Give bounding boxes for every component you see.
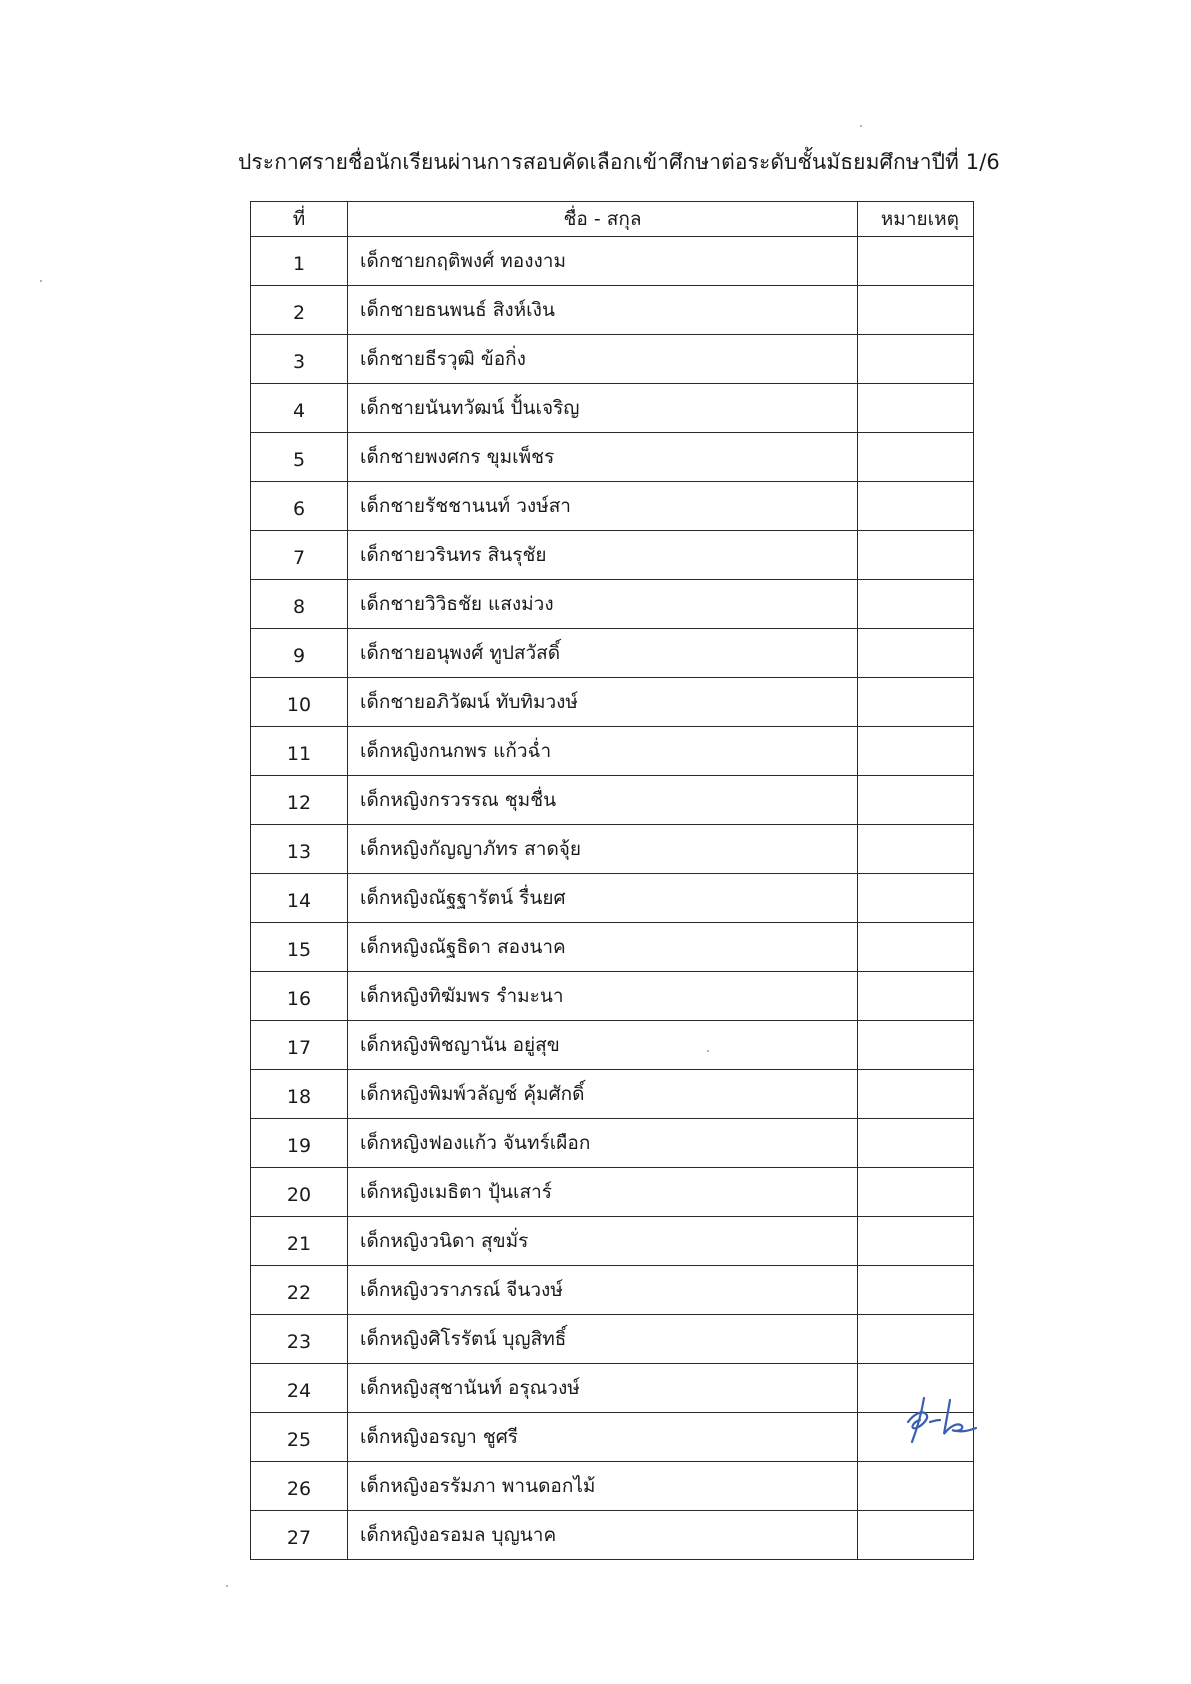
row-remarks	[858, 629, 974, 678]
scan-speck	[860, 125, 862, 127]
row-remarks	[858, 727, 974, 776]
row-remarks	[858, 1315, 974, 1364]
row-student-name: เด็กชายอนุพงศ์ ทูปสวัสดิ์	[348, 629, 858, 678]
row-student-name: เด็กชายอภิวัฒน์ ทับทิมวงษ์	[348, 678, 858, 727]
table-row	[251, 237, 974, 286]
row-number: 10	[251, 678, 348, 727]
table-row	[251, 727, 974, 776]
row-student-name: เด็กหญิงณัฐธิดา สองนาค	[348, 923, 858, 972]
student-list-table	[250, 201, 974, 1560]
table-row	[251, 923, 974, 972]
table-row	[251, 531, 974, 580]
row-student-name: เด็กชายกฤติพงศ์ ทองงาม	[348, 237, 858, 286]
row-student-name: เด็กชายธีรวุฒิ ข้อกิ่ง	[348, 335, 858, 384]
row-remarks	[858, 433, 974, 482]
table-row	[251, 874, 974, 923]
table-row	[251, 1266, 974, 1315]
row-remarks	[858, 874, 974, 923]
row-remarks	[858, 580, 974, 629]
row-number: 23	[251, 1315, 348, 1364]
table-row	[251, 972, 974, 1021]
table-row	[251, 1119, 974, 1168]
document-title: ประกาศรายชื่อนักเรียนผ่านการสอบคัดเลือกเข้าศึกษาต่อระดับชั้นมัธยมศึกษาปีที่ 1/6	[238, 150, 1000, 174]
row-number: 27	[251, 1511, 348, 1560]
row-number: 7	[251, 531, 348, 580]
row-number: 1	[251, 237, 348, 286]
header-remarks: หมายเหตุ	[858, 202, 974, 237]
table-row	[251, 482, 974, 531]
row-number: 2	[251, 286, 348, 335]
row-student-name: เด็กชายนันทวัฒน์ ปั้นเจริญ	[348, 384, 858, 433]
row-student-name: เด็กหญิงเมธิตา ปุ้นเสาร์	[348, 1168, 858, 1217]
row-student-name: เด็กหญิงศิโรรัตน์ บุญสิทธิ์	[348, 1315, 858, 1364]
row-student-name: เด็กหญิงณัฐฐารัตน์ รื่นยศ	[348, 874, 858, 923]
table-row	[251, 825, 974, 874]
row-number: 13	[251, 825, 348, 874]
row-remarks	[858, 531, 974, 580]
table-row	[251, 776, 974, 825]
table-row	[251, 384, 974, 433]
row-student-name: เด็กหญิงสุชานันท์ อรุณวงษ์	[348, 1364, 858, 1413]
row-remarks	[858, 1070, 974, 1119]
table-row	[251, 1168, 974, 1217]
row-student-name: เด็กชายธนพนธ์ สิงห์เงิน	[348, 286, 858, 335]
row-remarks	[858, 825, 974, 874]
row-remarks	[858, 1266, 974, 1315]
row-number: 9	[251, 629, 348, 678]
row-number: 5	[251, 433, 348, 482]
row-number: 21	[251, 1217, 348, 1266]
header-number: ที่	[251, 202, 348, 237]
table-row	[251, 433, 974, 482]
row-remarks	[858, 335, 974, 384]
scan-speck	[40, 280, 42, 282]
row-number: 6	[251, 482, 348, 531]
table-row	[251, 1364, 974, 1413]
row-number: 24	[251, 1364, 348, 1413]
row-remarks	[858, 1168, 974, 1217]
row-remarks	[858, 384, 974, 433]
table-row	[251, 1462, 974, 1511]
row-remarks	[858, 923, 974, 972]
row-student-name: เด็กหญิงทิฆัมพร รำมะนา	[348, 972, 858, 1021]
row-number: 18	[251, 1070, 348, 1119]
table-row	[251, 678, 974, 727]
header-row	[251, 202, 974, 237]
table-row	[251, 1217, 974, 1266]
row-remarks	[858, 482, 974, 531]
row-number: 3	[251, 335, 348, 384]
row-remarks	[858, 1021, 974, 1070]
row-number: 15	[251, 923, 348, 972]
row-number: 26	[251, 1462, 348, 1511]
table-row	[251, 1070, 974, 1119]
header-name: ชื่อ - สกุล	[348, 202, 858, 237]
row-number: 25	[251, 1413, 348, 1462]
row-student-name: เด็กชายรัชชานนท์ วงษ์สา	[348, 482, 858, 531]
row-student-name: เด็กหญิงฟองแก้ว จันทร์เผือก	[348, 1119, 858, 1168]
row-student-name: เด็กหญิงกัญญาภัทร สาดจุ้ย	[348, 825, 858, 874]
row-number: 12	[251, 776, 348, 825]
scan-speck	[707, 1050, 709, 1052]
table-body	[251, 237, 974, 1560]
row-student-name: เด็กหญิงอรญา ชูศรี	[348, 1413, 858, 1462]
row-student-name: เด็กหญิงวนิดา สุขมั่ร	[348, 1217, 858, 1266]
row-number: 11	[251, 727, 348, 776]
row-number: 17	[251, 1021, 348, 1070]
row-student-name: เด็กหญิงกรวรรณ ชุมชื่น	[348, 776, 858, 825]
table-row	[251, 629, 974, 678]
row-number: 4	[251, 384, 348, 433]
row-student-name: เด็กหญิงกนกพร แก้วฉ่ำ	[348, 727, 858, 776]
table-row	[251, 335, 974, 384]
row-remarks	[858, 776, 974, 825]
scan-speck	[226, 1585, 228, 1587]
table-row	[251, 580, 974, 629]
handwritten-signature	[900, 1392, 980, 1446]
row-number: 16	[251, 972, 348, 1021]
row-student-name: เด็กหญิงอรอมล บุญนาค	[348, 1511, 858, 1560]
row-remarks	[858, 1119, 974, 1168]
table-row	[251, 1511, 974, 1560]
table-row	[251, 286, 974, 335]
row-remarks	[858, 678, 974, 727]
row-student-name: เด็กหญิงอรรัมภา พานดอกไม้	[348, 1462, 858, 1511]
table-row	[251, 1413, 974, 1462]
row-number: 19	[251, 1119, 348, 1168]
row-student-name: เด็กชายวิวิธชัย แสงม่วง	[348, 580, 858, 629]
row-remarks	[858, 237, 974, 286]
row-student-name: เด็กหญิงวราภรณ์ จีนวงษ์	[348, 1266, 858, 1315]
row-remarks	[858, 1217, 974, 1266]
table-row	[251, 1021, 974, 1070]
row-remarks	[858, 1462, 974, 1511]
row-number: 14	[251, 874, 348, 923]
row-number: 22	[251, 1266, 348, 1315]
row-student-name: เด็กหญิงพิชญานัน อยู่สุข	[348, 1021, 858, 1070]
row-number: 8	[251, 580, 348, 629]
row-remarks	[858, 972, 974, 1021]
table-header	[251, 202, 974, 237]
row-student-name: เด็กชายวรินทร สินรุชัย	[348, 531, 858, 580]
row-number: 20	[251, 1168, 348, 1217]
row-remarks	[858, 286, 974, 335]
table-row	[251, 1315, 974, 1364]
row-remarks	[858, 1511, 974, 1560]
row-student-name: เด็กหญิงพิมพ์วลัญช์ คุ้มศักดิ์	[348, 1070, 858, 1119]
row-student-name: เด็กชายพงศกร ขุมเพ็ชร	[348, 433, 858, 482]
